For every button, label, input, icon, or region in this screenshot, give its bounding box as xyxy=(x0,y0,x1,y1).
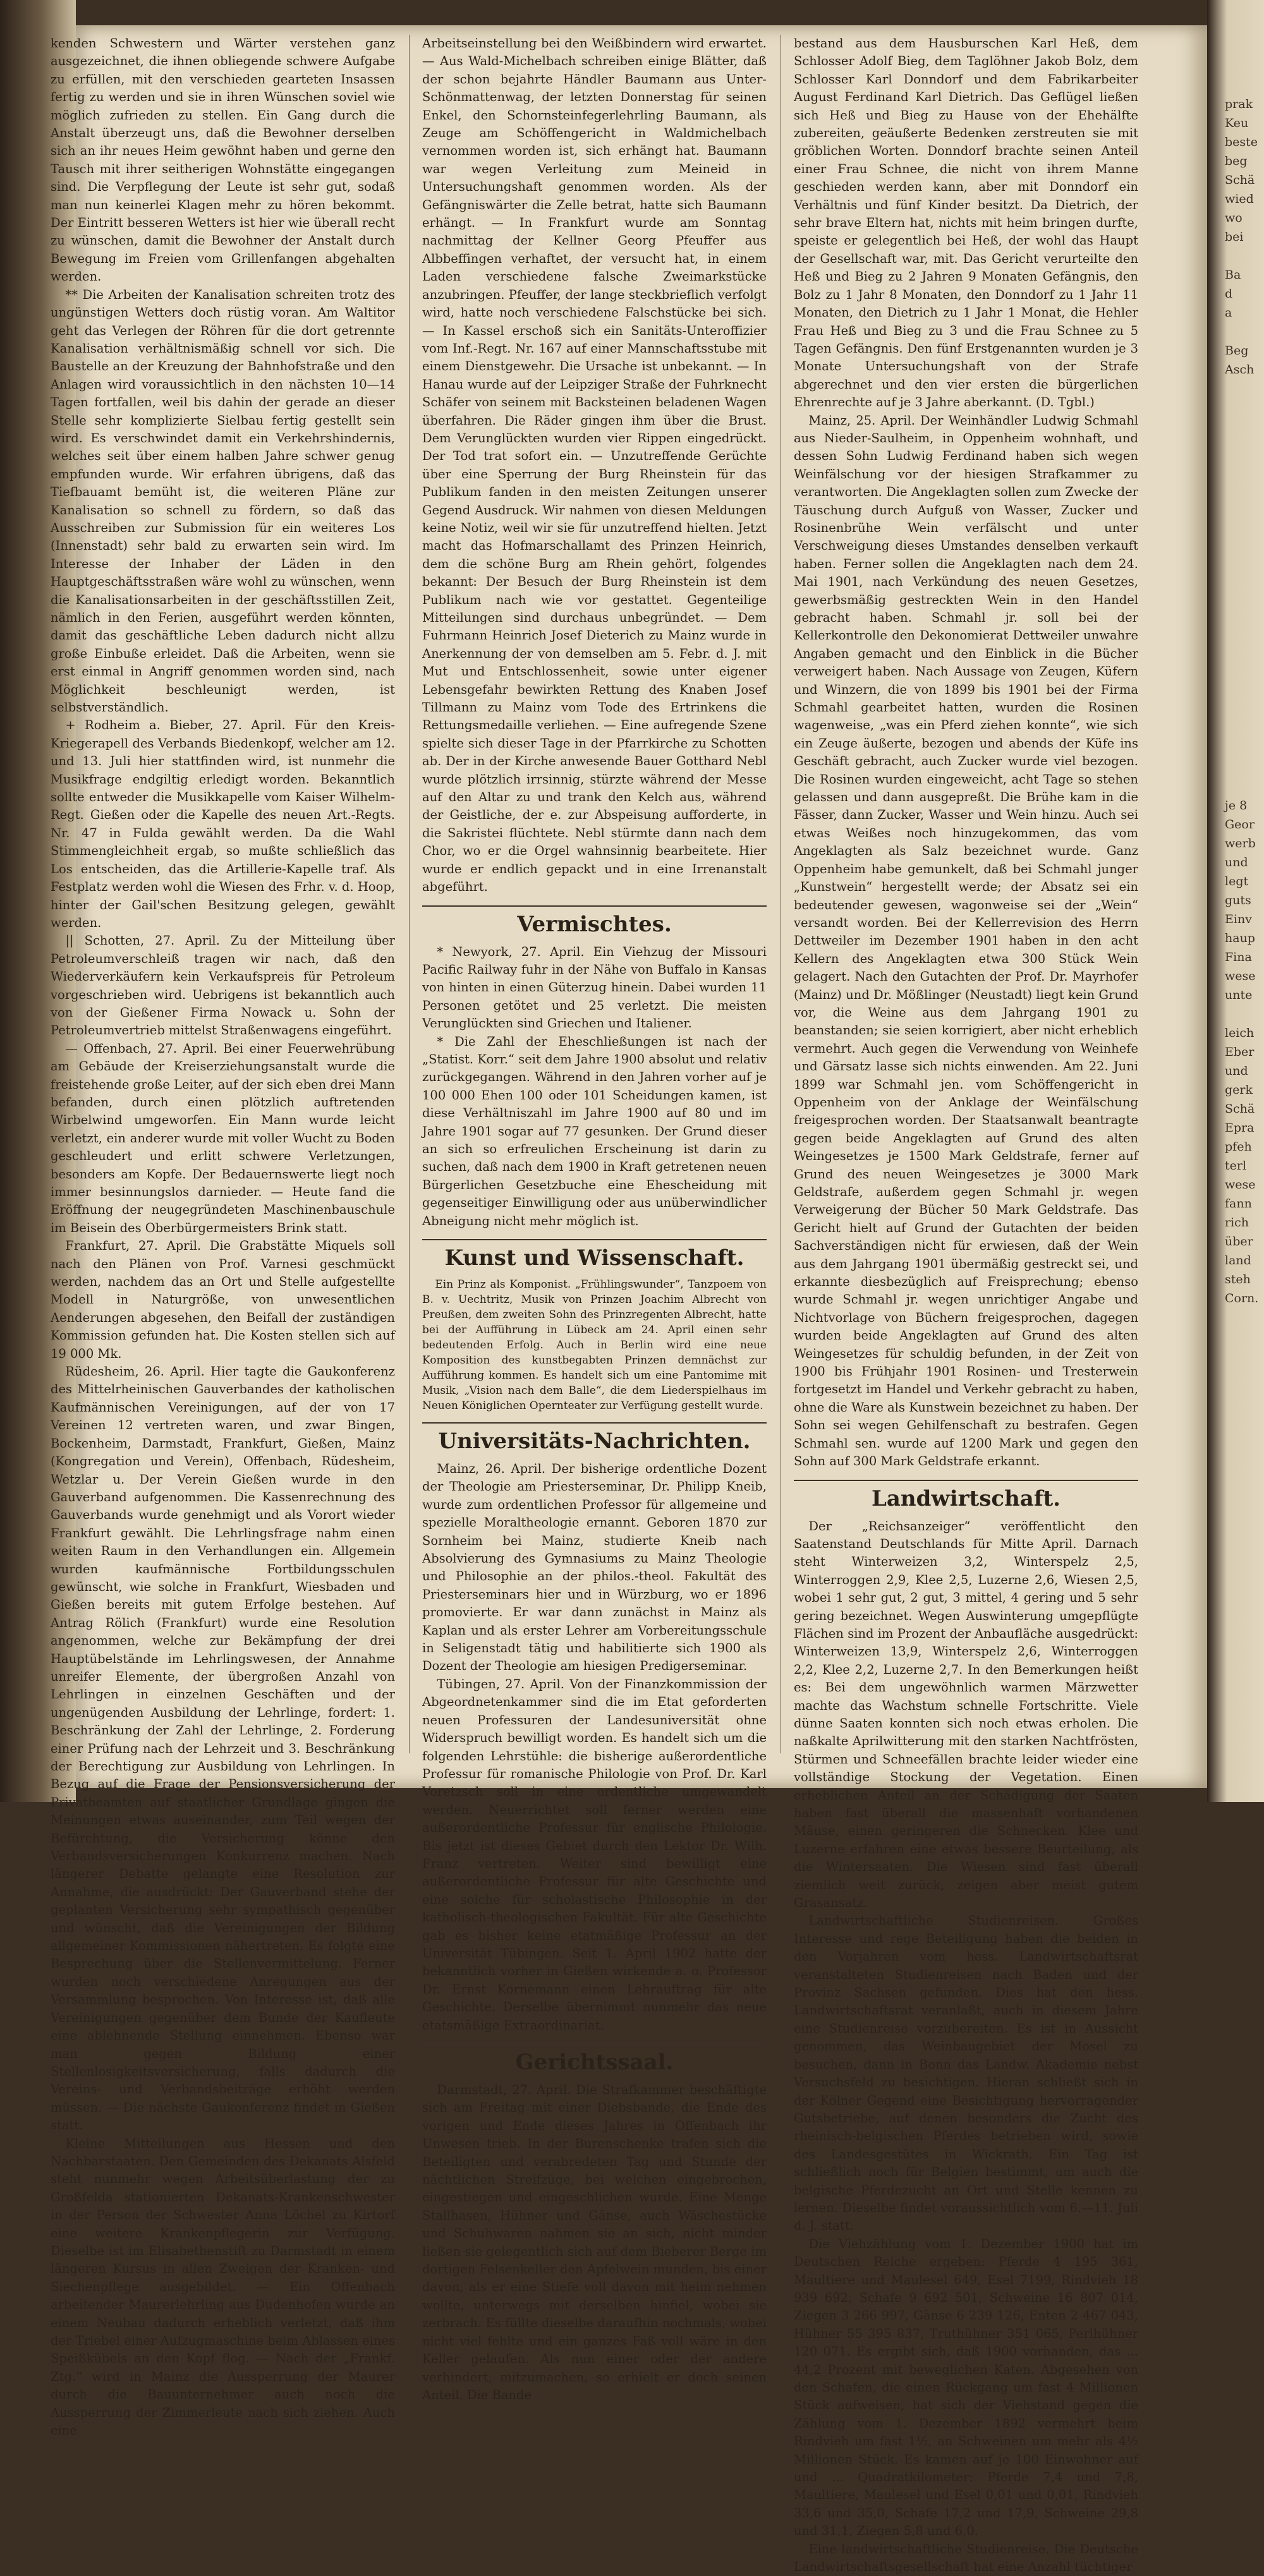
paragraph: Landwirtschaftliche Studienreisen. Großes Interesse und rege Beteiligung haben die beiden in den Vorjahren vom hess. Landwirtschaftsrat veranstalteten Studienreisen nach Baden und der Provinz Sachsen gefunden. Dies hat den hess. Landwirtschaftsrat veranlaßt, auch in diesem Jahre eine Studienreise vorzubereiten. Es ist in Aussicht genommen, das Weinbaugebiet der Mosel zu besuchen, dann in Bonn das Landw. Akademie nebst Versuchsfeld zu besichtigen. Hieran schließt sich in der Kölner Gegend eine Besichtigung hervorragender Gutsbetriebe, auf denen besonders die Zucht des rheinisch-belgischen Pferdes betrieben wird, sowie des Landesgestütes in Wickrath. Ein Tag ist schließlich noch für Belgien bestimmt, um auch die belgische Pferdezucht an Ort und Stelle kennen zu lernen. Dieselbe findet voraussichtlich vom 6.—11. Juli d. J. statt. xyxy=(794,1913,1138,2234)
next-page-text-fragment: prak Keu beste beg Schä wied wo bei Ba d a Beg Asch je 8 Geor werb und legt guts Einv haup Fina wese unte leich Eber und gerk Schä Epra pfeh terl wese fann rich über land steh Corn. xyxy=(1225,97,1259,1305)
paragraph: Arbeitseinstellung bei den Weißbindern wird erwartet. — Aus Wald-Michelbach schreiben einige Blätter, daß der schon bejahrte Händler Baumann aus Unter-Schönmattenwag, der letzten Donnerstag für seinen Enkel, den Schornsteinfegerlehrling Baumann, als Zeuge am Schöffengericht in Waldmichelbach vernommen worden ist, sich erhängt hat. Baumann war wegen Verleitung zum Meineid in Untersuchungshaft genommen worden. Als der Gefängniswärter die Zelle betrat, hatte sich Baumann erhängt. — In Frankfurt wurde am Sonntag nachmittag der Kellner Georg Pfeuffer aus Albbeffingen verhaftet, der versucht hat, in einem Laden verschiedene falsche Zweimarkstücke anzubringen. Pfeuffer, der lange steckbrieflich verfolgt wird, hatte noch verschiedene Falschstücke bei sich. — In Kassel erschoß sich ein Sanitäts-Unteroffizier vom Inf.-Regt. Nr. 167 auf einer Mannschaftsstube mit einem Dienstgewehr. Die Ursache ist unbekannt. — In Hanau wurde auf der Leipziger Straße der Fuhrknecht Schäfer von seinem mit Backsteinen beladenen Wagen überfahren. Die Räder gingen ihm über die Brust. Dem Verunglückten wurden vier Rippen eingedrückt. Der Tod trat sofort ein. — Unzutreffende Gerüchte über eine Sperrung der Burg Rheinstein für das Publikum fanden in den meisten Zeitungen unserer Gegend Ausdruck. Wir nahmen von diesen Meldungen keine Notiz, weil wir sie für unzutreffend hielten. Jetzt macht das Hofmarschallamt des Prinzen Heinrich, dem die schöne Burg am Rhein gehört, folgendes bekannt: Der Besuch der Burg Rheinstein ist dem Publikum nach wie vor gestattet. Gegenteilige Mitteilungen sind durchaus unbegründet. — Dem Fuhrmann Heinrich Josef Dieterich zu Mainz wurde in Anerkennung der von demselben am 5. Febr. d. J. mit Mut und Entschlossenheit, sowie unter eigener Lebensgefahr bewirkten Rettung des Knaben Josef Tillmann zu Mainz vom Tode des Ertrinkens die Rettungsmedaille verliehen. — Eine aufregende Szene spielte sich dieser Tage in der Pfarrkirche zu Schotten ab. Der in der Kirche anwesende Bauer Gotthard Nebl wurde plötzlich irrsinnig, stürzte während der Messe auf den Altar zu und trank den Kelch aus, während der Geistliche, der e. zur Abspeisung aufforderte, in die Sakristei flüchtete. Nebl stürmte dann nach dem Chor, wo er die Orgel wahnsinnig bearbeitete. Hier wurde er endlich gepackt und in eine Irrenanstalt abgeführt. xyxy=(422,36,767,895)
paragraph: bestand aus dem Hausburschen Karl Heß, dem Schlosser Adolf Bieg, dem Taglöhner Jakob Bolz, dem Schlosser Karl Donndorf und dem Fabrikarbeiter August Ferdinand Karl Dietrich. Das Geflügel ließen sich Heß und Bieg zu Hause von der Ehehälfte zubereiten, geäußerte Bedenken zerstreuten sie mit gröblichen Worten. Donndorf brachte seinen Anteil einer Frau Schnee, die nicht von ihrem Manne geschieden werden kann, aber mit Donndorf ein Verhältnis und fünf Kinder besitzt. Da Dietrich, der sehr brave Eltern hat, nichts mit heim bringen durfte, speiste er gelegentlich bei Heß, der wohl das Haupt der Gesellschaft war, mit. Das Gericht verurteilte den Heß und Bieg zu 2 Jahren 9 Monaten Gefängnis, den Bolz zu 1 Jahr 8 Monaten, den Donndorf zu 1 Jahr 11 Monaten, den Dietrich zu 1 Jahr 1 Monat, die Hehler Frau Heß und Bieg zu 3 und die Frau Schnee zu 5 Tagen Gefängnis. Den fünf Erstgenannten wurden je 3 Monate Untersuchungshaft von der Strafe abgerechnet und den vier ersten die bürgerlichen Ehrenrechte auf je 3 Jahre aberkannt. (D. Tgbl.) xyxy=(794,36,1138,410)
paragraph: Frankfurt, 27. April. Die Grabstätte Miquels soll nach den Plänen von Prof. Varnesi geschmückt werden, nachdem das an Ort und Stelle aufgestellte Modell in Naturgröße, von unwesentlichen Aenderungen abgesehen, den Beifall der zuständigen Kommission gefunden hat. Die Kosten stellen sich auf 19 000 Mk. xyxy=(51,1238,395,1361)
paragraph: kenden Schwestern und Wärter verstehen ganz ausgezeichnet, die ihnen obliegende schwere Aufgabe zu erfüllen, mit den verschieden gearteten Insassen fertig zu werden und sie in ihren Wünschen soviel wie möglich zufrieden zu stellen. Ein Gang durch die Anstalt überzeugt uns, daß die Bewohner derselben sich an ihr neues Heim gewöhnt haben und gerne den Tausch mit ihrer seitherigen Wohnstätte eingegangen sind. Die Verpflegung der Leute ist sehr gut, sodaß man nun keinerlei Klagen mehr zu hören bekommt. Der Eintritt besseren Wetters ist hier wie überall recht zu wünschen, damit die Bewohner der Anstalt durch Bewegung im Freien vom Grillenfangen abgehalten werden. xyxy=(51,36,395,284)
column-3 xyxy=(794,35,1138,2575)
paragraph: Kleine Mitteilungen aus Hessen und den Nachbarstaaten. Den Gemeinden des Dekanats Alsfeld steht nunmehr wegen Arbeitsüberlastung der zu Großfelda stationierten Dekanats-Krankenschwester in der Person der Schwester Anna Löchel zu Kirtorf eine weitere Krankenpflegerin zur Verfügung. Dieselbe ist im Elisabethenstift zu Darmstadt in einem längeren Kursus in allen Zweigen der Kranken- und Siechenpflege ausgebildet. — Ein Offenbach arbeitender Maurerlehrling aus Dudenhofen wurde an einem Neubau dadurch erheblich verletzt, daß ihm der Triebel einer Aufzugmaschine beim Ablassen eines Speißkübels an den Kopf flog. — Nach der „Frankf. Ztg.“ wird in Mainz die Aussperrung der Maurer durch die Bauunternehmer auch noch die Aussperrung der Zimmerleute nach sich ziehen. Auch eine xyxy=(51,2136,395,2438)
column-rule xyxy=(409,35,410,1753)
paragraph: Eine landwirtschaftliche Studienreise. Die Deutsche Landwirtschaftsgesellschaft hat eine Anzahl tüchtiger xyxy=(794,2541,1138,2575)
paragraph: Ein Prinz als Komponist. „Frühlingswunder“, Tanzpoem von B. v. Uechtritz, Musik von Prinzen Joachim Albrecht von Preußen, dem zweiten Sohn des Prinzregenten Albrecht, hatte bei der Aufführung in Lübeck am 24. April einen sehr bedeutenden Erfolg. Auch in Berlin wird eine neue Komposition des kunstbegabten Prinzen demnächst zur Aufführung kommen. Es handelt sich um eine Pantomime mit Musik, „Vision nach dem Balle“, die dem Liederspielhaus im Neuen Königlichen Opernteater zur Verfügung gestellt wurde. xyxy=(422,1278,767,1412)
paragraph: || Schotten, 27. April. Zu der Mitteilung über Petroleumverschleiß tragen wir nach, daß den Wiederverkäufern kein Verkaufspreis für Petroleum vorgeschrieben wird. Uebrigens ist bekanntlich auch von der Gießener Firma Nowack u. Sohn der Petroleumvertrieb mittelst Straßenwagens eingeführt. xyxy=(51,933,395,1038)
section-heading-universitaet: Universitäts-Nachrichten. xyxy=(422,1422,767,1454)
section-heading-kunst: Kunst und Wissenschaft. xyxy=(422,1239,767,1271)
column-1 xyxy=(51,35,395,2438)
section-heading-landwirtschaft: Landwirtschaft. xyxy=(794,1480,1138,1511)
paragraph: Rüdesheim, 26. April. Hier tagte die Gaukonferenz des Mittelrheinischen Gauverbandes der katholischen Kaufmännischen Vereinigungen, auf der von 17 Vereinen 12 vertreten waren, und zwar Bingen, Bockenheim, Darmstadt, Frankfurt, Gießen, Mainz (Kongregation und Verein), Offenbach, Rüdesheim, Wetzlar u. Der Verein Gießen wurde in den Gauverband aufgenommen. Die Kassenrechnung des Gauverbands wurde genehmigt und als Vorort wieder Frankfurt gewählt. Die Lehrlingsfrage nahm einen weiten Raum in den Verhandlungen ein. Allgemein wurden kaufmännische Fortbildungsschulen gewünscht, wie solche in Frankfurt, Wiesbaden und Gießen bereits mit gutem Erfolge bestehen. Auf Antrag Rölich (Frankfurt) wurde eine Resolution angenommen, welche zur Bekämpfung der drei Hauptübelstände im Lehrlingswesen, der Annahme unreifer Elemente, der übergroßen Anzahl von Lehrlingen in einzelnen Geschäften und der ungenügenden Ausbildung der Lehrlinge, fordert: 1. Beschränkung der Zahl der Lehrlinge, 2. Forderung einer Prüfung nach der Lehrzeit und 3. Beschränkung der Berechtigung zur Ausbildung von Lehrlingen. In Bezug auf die Frage der Pensionsversicherung der Privatbeamten auf staatlicher Grundlage gingen die Meinungen etwas auseinander, zum Teil wegen der Befürchtung, die Versicherung könne den Verbandsversicherungen Konkurrenz machen. Nach längerer Debatte gelangte eine Resolution zur Annahme, die ausdrückt: Der Gauverband stehe der geplanten Versicherung sehr sympathisch gegenüber und wünscht, daß die Vereinigungen der Bildung allgemeiner Kommissionen nähertreten. Es folgte eine Besprechung über die Stellenvermittelung. Ferner wurden noch verschiedene Anregungen aus der Versammlung besprochen. Von Interesse ist, daß alle Vereinigungen gegenüber dem Bunde der Kaufleute eine ablehnende Stellung einnehmen. Ebenso war man gegen Bildung einer Stellenlosigkeitsversicherung, falls dadurch die Vereins- und Verbandsbeiträge erhöht werden müssen. — Die nächste Gaukonferenz findet in Gießen statt. xyxy=(51,1364,395,2133)
paragraph: ** Die Arbeiten der Kanalisation schreiten trotz des ungünstigen Wetters doch rüstig voran. Am Waltitor geht das Verlegen der Röhren für die dort getrennte Kanalisation verhältnismäßig schnell vor sich. Die Baustelle an der Kreuzung der Bahnhofstraße und den Anlagen wird voraussichtlich in den nächsten 10—14 Tagen fortfallen, weil bis dahin der gerade an dieser Stelle sehr komplizierte Sielbau fertig gestellt sein wird. Es verschwindet damit ein Verkehrshindernis, welches seit über einem halben Jahre schwer genug empfunden wurde. Wir erfahren übrigens, daß das Tiefbauamt bemüht ist, die weiteren Pläne zur Kanalisation so schnell zu fördern, so daß das Ausschreiben zur Submission für ein weiteres Los (Innenstadt) sehr bald zu erwarten sein wird. Im Interesse der Inhaber der Läden in den Hauptgeschäftsstraßen wäre wohl zu wünschen, wenn die Kanalisationsarbeiten in der geschäftsstillen Zeit, nämlich in den Ferien, ausgeführt werden könnten, damit das geschäftliche Leben dadurch nicht allzu große Einbuße erleidet. Daß die Arbeiten, wenn sie erst einmal in Angriff genommen worden sind, nach Möglichkeit beschleunigt werden, ist selbstverständlich. xyxy=(51,287,395,715)
paragraph: Die Viehzählung vom 1. Dezember 1900 hat im Deutschen Reiche ergeben: Pferde 4 195 361, Maultiere und Maulesel 649, Esel 7199, Rindvieh 18 939 692, Schafe 9 692 501, Schweine 16 807 014, Ziegen 3 266 997, Gänse 6 239 126, Enten 2 467 043, Hühner 55 395 837, Truthühner 351 065, Perlhühner 120 071. Es ergibt sich, daß 1900 vorhanden, das ... 44,2 Prozent mit beweglichen Katen. Abgesehen von den Schafen, die einen Rückgang um fast 4 Millionen Stück aufweisen, hat sich der Viehstand gegen die Zählung vom 1. Dezember 1892 vermehrt beim Rindvieh um fast 1½, an Schweinen um mehr als 4½ Millionen Stück. Es kamen auf je 100 Einwohner auf und ... Quadratkilometer: Pferde 7,4 und 7,8, Maultiere, Maulesel und Esel 0,01 und 0,01, Rindvieh 33,6 und 35,0, Schafe 17,2 und 17,9, Schweine 29,8 und 31,1, Ziegen 5,8 und 6,0. xyxy=(794,2236,1138,2539)
paragraph: — Offenbach, 27. April. Bei einer Feuerwehrübung am Gebäude der Kreiserziehungsanstalt wurde die freistehende große Leiter, auf der sich eben drei Mann befanden, durch einen plötzlich auftretenden Wirbelwind umgeworfen. Ein Mann wurde leicht verletzt, ein anderer wurde mit voller Wucht zu Boden geschleudert und erlitt schwere Verletzungen, besonders am Kopfe. Der Bedauernswerte liegt noch immer besinnungslos darnieder. — Heute fand die Eröffnung der neugegründeten Maschinenbauschule im Beisein des Oberbürgermeisters Brink statt. xyxy=(51,1041,395,1235)
paragraph: Der „Reichsanzeiger“ veröffentlicht den Saatenstand Deutschlands für Mitte April. Darnach steht Winterweizen 3,2, Winterspelz 2,5, Winterroggen 2,9, Klee 2,5, Luzerne 2,6, Wiesen 2,5, wobei 1 sehr gut, 2 gut, 3 mittel, 4 gering und 5 sehr gering bezeichnet. Wegen Auswinterung umgepflügte Flächen sind im Prozent der Anbaufläche ausgedrückt: Winterweizen 13,9, Winterspelz 2,6, Winterroggen 2,2, Klee 2,2, Luzerne 2,7. In den Bemerkungen heißt es: Bei dem ungewöhnlich warmen Märzwetter machte das Wachstum schnelle Fortschritte. Viele dünne Saaten konnten sich noch etwas erholen. Die naßkalte Aprilwitterung mit den starken Nachtfrösten, Stürmen und Schneefällen brachte leider wieder eine vollständige Stockung der Vegetation. Einen erheblichen Anteil an der Schädigung der Saaten haben fast überall die massenhaft vorhandenen Mäuse, einen geringeren die Schnecken. Klee und Luzerne erfahren eine etwas bessere Beurteilung, als die Wintersaaten. Die Wiesen sind fast überall ziemlich weit zurück, zeigen aber meist gutem Grasansatz. xyxy=(794,1518,1138,1911)
paragraph: Darmstadt, 27. April. Die Strafkammer beschäftigte sich am Freitag mit einer Diebsbande, die Ende des vorigen und Ende dieses Jahres in Offenbach ihr Unwesen trieb. In der Burenschenke trafen sich die Beteiligten und verabredeten Tag und Stunde der nächtlichen Streifzüge, bei welchen eingebrochen, eingestiegen und eingeschlichen wurde. Eine Menge Stallhasen, Hühner und Gänse, auch Wäschestücke und Schuhwaren nahmen sie an sich, nicht minder ließen sie gelegentlich sich auf dem Bieberer Berge im dortigen Felsenkeller den Apfelwein munden, bis einer davon, als er eine Stiefe voll davon mit heim nehmen wollte, unterwegs mit derselben hinfiel, wobei sie zerbrach. Es füllte dieselbe daraufhin nochmals, wobei nicht viel fehlte und ein ganzes Faß voll wäre in den Keller gelaufen. Als nun einer oder der andere verhindert, mitzumachen, so erhielt er doch seinen Anteil. Die Bande xyxy=(422,2083,767,2402)
section-heading-gericht: Gerichtssaal. xyxy=(422,2043,767,2075)
paragraph: Tübingen, 27. April. Von der Finanzkommission der Abgeordnetenkammer sind die im Etat geforderten neuen Professuren der Landesuniversität ohne Widerspruch bewilligt worden. Es handelt sich um die folgenden Lehrstühle: die bisherige außerordentliche Professur für romanische Philologie von Prof. Dr. Karl Voretzsch soll in eine ordentliche umgewandelt werden. Neuerrichtet soll ferner werden eine außerordentliche Professur für englische Philologie. Bis jetzt ist dieses Gebiet durch den Lektor Dr. Wilh. Franz vertreten. Weiter sind bewilligt eine außerordentliche Professur für alte Geschichte und eine solche für scholastische Philosophie in der katholisch-theologischen Fakultät. Für alte Geschichte gab es bisher keine etatmäßige Professur an der Universität Tübingen. Seit 1. April 1902 hatte der bekanntlich vorher in Gießen wirkende a. o. Professor Dr. Ernst Kornemann einen Lehrauftrag für alte Geschichte. Derselbe übernimmt nunmehr das neue etatsmäßige Extraordinariat. xyxy=(422,1676,767,2033)
paragraph: * Newyork, 27. April. Ein Viehzug der Missouri Pacific Railway fuhr in der Nähe von Buffalo in Kansas von hinten in einen Güterzug hinein. Dabei wurden 11 Personen getötet und 25 verletzt. Die meisten Verunglückten sind Griechen und Italiener. xyxy=(422,944,767,1031)
column-2 xyxy=(422,35,767,2402)
section-heading-vermischtes: Vermischtes. xyxy=(422,905,767,937)
paragraph: Mainz, 25. April. Der Weinhändler Ludwig Schmahl aus Nieder-Saulheim, in Oppenheim wohnhaft, und dessen Sohn Ludwig Ferdinand haben sich wegen Weinfälschung vor der hiesigen Strafkammer zu verantworten. Die Angeklagten sollen zum Zwecke der Täuschung durch Aufguß von Wasser, Zucker und Rosinenbrühe Wein verfälscht und unter Verschweigung dieses Umstandes denselben verkauft haben. Ferner sollen die Angeklagten nach dem 24. Mai 1901, nach Verkündung des neuen Gesetzes, gewerbsmäßig gestreckten Wein in den Handel gebracht haben. Schmahl jr. soll bei der Kellerkontrolle den Dekonomierat Dettweiler unwahre Angaben gemacht und den Einblick in die Bücher verweigert haben. Nach Aussage von Zeugen, Küfern und Winzern, die von 1899 bis 1901 bei der Firma Schmahl gearbeitet hatten, wurden die Rosinen wagenweise, „was ein Pferd ziehen konnte“, wie sich ein Zeuge äußerte, bezogen und abends der Küfe ins Geschäft gebracht, auch Zucker wurde viel bezogen. Die Rosinen wurden eingeweicht, acht Tage so stehen gelassen und dann ausgepreßt. Die Brühe kam in die Fässer, dann Zucker, Wasser und Wein hinzu. Auch sei etwas Weißes noch hinzugekommen, das vom Angeklagten als Salz bezeichnet wurde. Ganz Oppenheim habe gemunkelt, daß bei Schmahl junger „Kunstwein“ hergestellt werde; der Absatz sei ein bedeutender gewesen, wagonweise sei der „Wein“ versandt worden. Bei der Kellerrevision des Herrn Dettweiler im Dezember 1901 haben in den acht Kellern des Angeklagten etwa 300 Stück Wein gelagert. Nach den Gutachten der Prof. Dr. Mayrhofer (Mainz) und Dr. Mößlinger (Neustadt) liegt kein Grund vor, die Weine aus dem Jahrgang 1901 zu beanstanden; sie seien korrigiert, aber nicht erheblich vermehrt. Auch gegen die Verwendung von Weinhefe und Gärsatz lasse sich nichts einwenden. Am 22. Juni 1899 war Schmahl jen. vom Schöffengericht in Oppenheim von der Anklage der Weinfälschung freigesprochen worden. Der Staatsanwalt beantragte gegen beide Angeklagten auf Grund des alten Weingesetzes je 1500 Mark Geldstrafe, ferner auf Grund des neuen Weingesetzes je 3000 Mark Geldstrafe, außerdem gegen Schmahl jr. wegen Verweigerung der Bücher 50 Mark Geldstrafe. Das Gericht hielt auf Grund der Gutachten der beiden Sachverständigen nicht für erwiesen, daß der Wein aus dem Jahrgang 1901 übermäßig gestreckt sei, und erkannte diesbezüglich auf Freisprechung; ebenso wurde Schmahl jr. wegen unrichtiger Angabe und Nichtvorlage von Büchern freigesprochen, dagegen wurden beide Angeklagten auf Grund des alten Weingesetzes für schuldig befunden, in der Zeit von 1900 bis Frühjahr 1901 Rosinen- und Tresterwein fortgesetzt im Handel und Verkehr gebracht zu haben, ohne die Ware als Kunstwein bezeichnet zu haben. Der Sohn sei wegen Gehilfenschaft zu bestrafen. Gegen Schmahl sen. wurde auf 1200 Mark und gegen den Sohn auf 300 Mark Geldstrafe erkannt. xyxy=(794,413,1138,1469)
paragraph: * Die Zahl der Eheschließungen ist nach der „Statist. Korr.“ seit dem Jahre 1900 absolut und relativ zurückgegangen. Während in den Jahren vorher auf je 100 000 Ehen 100 oder 101 Scheidungen kamen, ist diese Verhältniszahl im Jahre 1900 auf 80 und im Jahre 1901 sogar auf 77 gesunken. Der Grund dieser an sich so erfreulichen Erscheinung ist darin zu suchen, daß nach dem 1900 in Kraft getretenen neuen Bürgerlichen Gesetzbuche eine Ehescheidung mit gegenseitiger Einwilligung oder aus unüberwindlicher Abneigung nicht mehr möglich ist. xyxy=(422,1034,767,1228)
paragraph: Mainz, 26. April. Der bisherige ordentliche Dozent der Theologie am Priesterseminar, Dr. Philipp Kneib, wurde zum ordentlichen Professor für allgemeine und spezielle Moraltheologie ernannt. Geboren 1870 zur Sornheim bei Mainz, studierte Kneib nach Absolvierung des Gymnasiums zu Mainz Theologie und Philosophie an der philos.-theol. Fakultät des Priesterseminars hier und in Würzburg, wo er 1896 promovierte. Er war dann zunächst in Mainz als Kaplan und als erster Lehrer am Vorbereitungsschule in Seligenstadt tätig und habilitierte sich 1900 als Dozent der Theologie am hiesigen Predigerseminar. xyxy=(422,1461,767,1674)
paragraph: + Rodheim a. Bieber, 27. April. Für den Kreis-Kriegerapell des Verbands Biedenkopf, welcher am 12. und 13. Juli hier stattfinden wird, ist nunmehr die Musikfrage endgiltig erledigt worden. Bekanntlich sollte entweder die Musikkapelle vom Kaiser Wilhelm-Regt. Gießen oder die Kapelle des neuen Art.-Regts. Nr. 47 in Fulda gewählt werden. Da die Wahl Stimmengleichheit ergab, so mußte schließlich das Los entscheiden, das die Artillerie-Kapelle traf. Als Festplatz werden wohl die Wiesen des Frhr. v. d. Hoop, hinter der Gail'schen Besitzung gelegen, gewählt werden. xyxy=(51,718,395,930)
